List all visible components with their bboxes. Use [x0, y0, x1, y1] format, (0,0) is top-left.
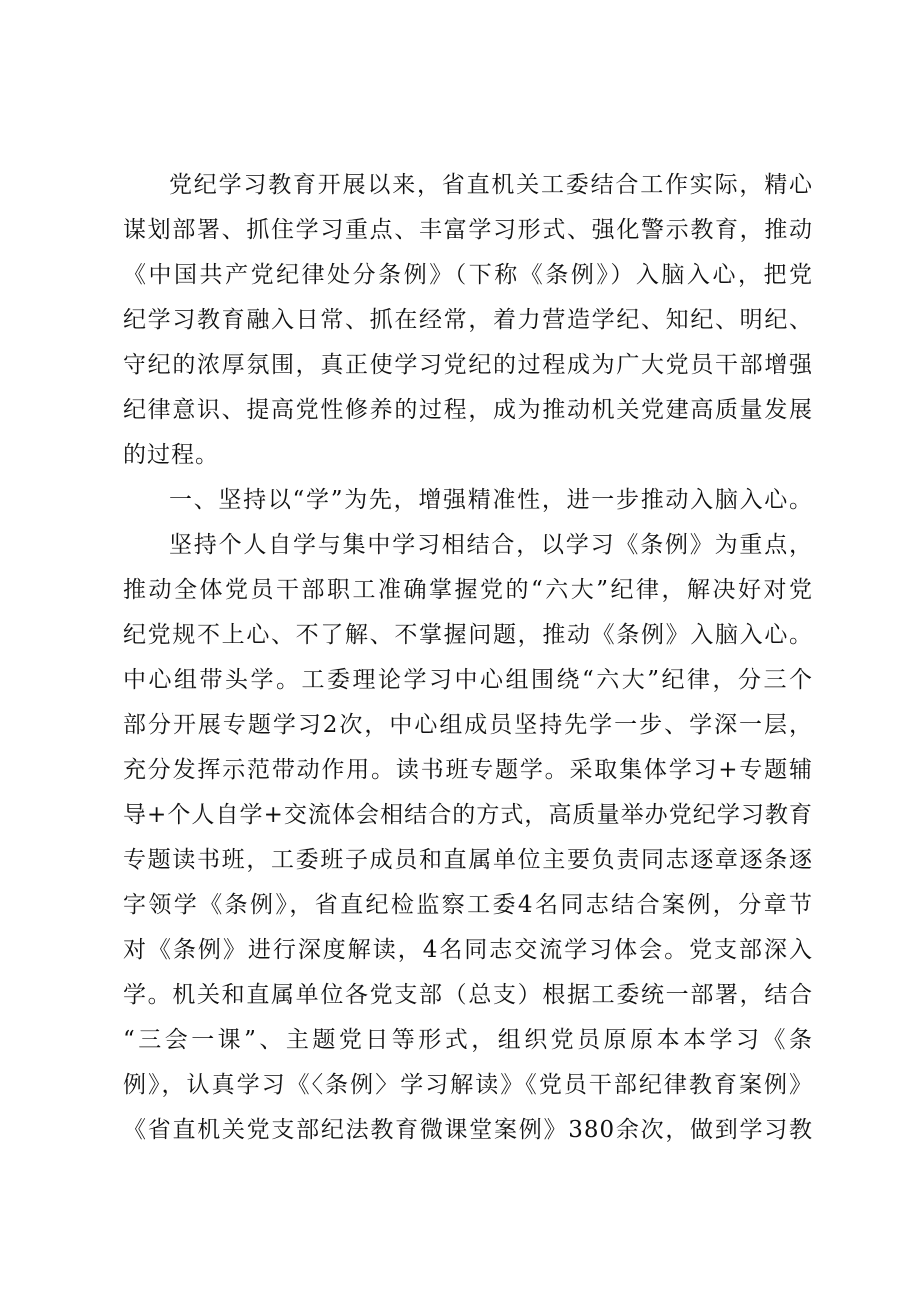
text-line: 部分开展专题学习2次，中心组成员坚持先学一步、学深一层， [123, 712, 813, 738]
document-body [123, 163, 813, 1153]
text-line: 导+个人自学+交流体会相结合的方式，高质量举办党纪学习教育 [123, 802, 813, 828]
text-line: 的过程。 [123, 442, 219, 468]
text-line: 字领学《条例》，省直纪检监察工委4名同志结合案例，分章节 [123, 892, 813, 918]
text-line: 《中国共产党纪律处分条例》（下称《条例》）入脑入心，把党 [123, 262, 813, 288]
text-line: 推动全体党员干部职工准确掌握党的“六大”纪律，解决好对党 [123, 577, 813, 603]
text-line: 坚持个人自学与集中学习相结合，以学习《条例》为重点， [169, 532, 813, 558]
text-line: 守纪的浓厚氛围，真正使学习党纪的过程成为广大党员干部增强 [123, 352, 813, 378]
text-line: 充分发挥示范带动作用。读书班专题学。采取集体学习+专题辅 [123, 757, 813, 783]
text-line: “三会一课”、主题党日等形式，组织党员原原本本学习《条 [123, 1027, 813, 1053]
text-line: 例》，认真学习《〈条例〉学习解读》《党员干部纪律教育案例》 [123, 1072, 813, 1098]
text-line: 专题读书班，工委班子成员和直属单位主要负责同志逐章逐条逐 [123, 847, 813, 873]
text-line: 谋划部署、抓住学习重点、丰富学习形式、强化警示教育，推动 [123, 217, 813, 243]
text-line: 中心组带头学。工委理论学习中心组围绕“六大”纪律，分三个 [123, 667, 813, 693]
text-line: 党纪学习教育开展以来，省直机关工委结合工作实际，精心 [169, 172, 813, 198]
text-line: 学。机关和直属单位各党支部（总支）根据工委统一部署，结合 [123, 982, 813, 1008]
section-heading: 一、坚持以“学”为先，增强精准性，进一步推动入脑入心。 [169, 487, 813, 513]
text-line: 纪党规不上心、不了解、不掌握问题，推动《条例》入脑入心。 [123, 622, 813, 648]
text-line: 对《条例》进行深度解读，4名同志交流学习体会。党支部深入 [123, 937, 813, 963]
text-line: 纪学习教育融入日常、抓在经常，着力营造学纪、知纪、明纪、 [123, 307, 813, 333]
text-line: 《省直机关党支部纪法教育微课堂案例》380余次，做到学习教 [123, 1117, 813, 1143]
text-line: 纪律意识、提高党性修养的过程，成为推动机关党建高质量发展 [123, 397, 813, 423]
